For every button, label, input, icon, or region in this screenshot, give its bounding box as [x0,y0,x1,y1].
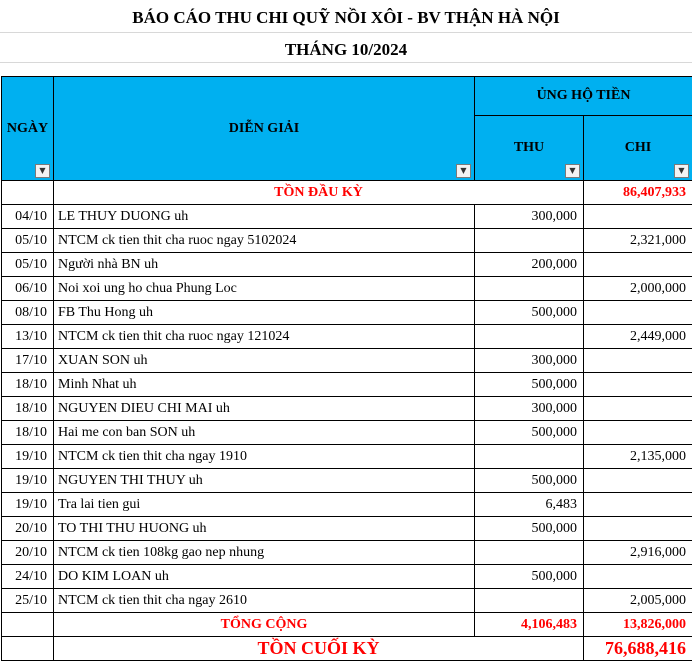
table-row [2,421,692,445]
row-thu: 500,000 [475,421,584,445]
row-thu [475,445,584,469]
row-chi [584,253,692,277]
row-thu: 500,000 [475,301,584,325]
row-date: 18/10 [2,373,54,397]
total-thu: 4,106,483 [475,613,584,637]
row-chi [584,373,692,397]
table-row [2,373,692,397]
row-chi: 2,000,000 [584,277,692,301]
header-chi [584,116,692,181]
closing-balance-label: TỒN CUỐI KỲ [54,637,584,661]
row-date: 05/10 [2,253,54,277]
table-row [2,541,692,565]
table-row [2,517,692,541]
row-description: NTCM ck tien thit cha ngay 2610 [54,589,475,613]
table-row [2,397,692,421]
row-date: 19/10 [2,469,54,493]
row-date: 06/10 [2,277,54,301]
row-description: Hai me con ban SON uh [54,421,475,445]
row-chi: 2,135,000 [584,445,692,469]
row-chi [584,517,692,541]
row-chi [584,421,692,445]
row-description: NTCM ck tien thit cha ruoc ngay 121024 [54,325,475,349]
opening-balance-row [2,181,692,205]
row-date: 17/10 [2,349,54,373]
gridline [0,32,692,33]
row-description: Noi xoi ung ho chua Phung Loc [54,277,475,301]
row-description: XUAN SON uh [54,349,475,373]
row-description: NGUYEN DIEU CHI MAI uh [54,397,475,421]
row-thu: 500,000 [475,373,584,397]
row-chi [584,301,692,325]
row-chi: 2,005,000 [584,589,692,613]
row-thu: 300,000 [475,397,584,421]
table-row [2,493,692,517]
closing-balance-row [2,637,692,661]
row-description: NTCM ck tien thit cha ngay 1910 [54,445,475,469]
row-thu [475,541,584,565]
header-dien-giai [54,77,475,181]
filter-dropdown-icon[interactable]: ▼ [35,164,50,178]
table-row [2,469,692,493]
header-chi-label: CHI [625,140,651,155]
row-thu: 6,483 [475,493,584,517]
row-chi [584,565,692,589]
table-row [2,253,692,277]
row-thu: 500,000 [475,565,584,589]
row-chi [584,349,692,373]
header-ngay-label: NGÀY [7,121,48,136]
total-label: TỔNG CỘNG [54,613,475,637]
row-chi [584,205,692,229]
row-date: 04/10 [2,205,54,229]
row-date: 24/10 [2,565,54,589]
row-description: LE THUY DUONG uh [54,205,475,229]
table-row [2,277,692,301]
report-subtitle: THÁNG 10/2024 [0,40,692,60]
row-thu: 300,000 [475,205,584,229]
header-ung-ho-tien: ỦNG HỘ TIỀN [475,77,692,116]
row-description: Tra lai tien gui [54,493,475,517]
opening-balance-value: 86,407,933 [584,181,692,205]
empty-cell [2,637,54,661]
row-description: Minh Nhat uh [54,373,475,397]
row-description: FB Thu Hong uh [54,301,475,325]
row-description: NGUYEN THI THUY uh [54,469,475,493]
table-row [2,205,692,229]
closing-balance-value: 76,688,416 [584,637,692,661]
row-date: 18/10 [2,421,54,445]
row-date: 25/10 [2,589,54,613]
table-row [2,301,692,325]
header-ngay [2,77,54,181]
row-thu [475,229,584,253]
table-row [2,349,692,373]
gridline [0,62,692,63]
row-date: 19/10 [2,445,54,469]
header-thu-label: THU [514,140,544,155]
row-date: 19/10 [2,493,54,517]
row-chi [584,397,692,421]
row-date: 18/10 [2,397,54,421]
row-thu: 500,000 [475,517,584,541]
report-table [1,76,692,661]
total-row [2,613,692,637]
table-row [2,229,692,253]
row-description: NTCM ck tien thit cha ruoc ngay 5102024 [54,229,475,253]
row-chi: 2,449,000 [584,325,692,349]
table-row [2,325,692,349]
filter-dropdown-icon[interactable]: ▼ [674,164,689,178]
row-description: NTCM ck tien 108kg gao nep nhung [54,541,475,565]
row-thu [475,277,584,301]
row-thu [475,589,584,613]
empty-cell [2,181,54,205]
row-thu: 300,000 [475,349,584,373]
row-chi: 2,321,000 [584,229,692,253]
row-description: DO KIM LOAN uh [54,565,475,589]
row-thu [475,325,584,349]
row-chi: 2,916,000 [584,541,692,565]
empty-cell [2,613,54,637]
table-row [2,445,692,469]
row-thu: 200,000 [475,253,584,277]
row-chi [584,493,692,517]
row-description: Người nhà BN uh [54,253,475,277]
opening-balance-label: TỒN ĐẦU KỲ [54,181,584,205]
total-chi: 13,826,000 [584,613,692,637]
header-thu [475,116,584,181]
filter-dropdown-icon[interactable]: ▼ [565,164,580,178]
row-date: 08/10 [2,301,54,325]
header-dien-giai-label: DIỄN GIẢI [229,121,299,136]
table-row [2,589,692,613]
row-thu: 500,000 [475,469,584,493]
filter-dropdown-icon[interactable]: ▼ [456,164,471,178]
row-date: 05/10 [2,229,54,253]
row-chi [584,469,692,493]
row-date: 20/10 [2,541,54,565]
row-description: TO THI THU HUONG uh [54,517,475,541]
row-date: 13/10 [2,325,54,349]
table-row [2,565,692,589]
report-title: BÁO CÁO THU CHI QUỸ NỒI XÔI - BV THẬN HÀ NỘI [0,8,692,28]
row-date: 20/10 [2,517,54,541]
